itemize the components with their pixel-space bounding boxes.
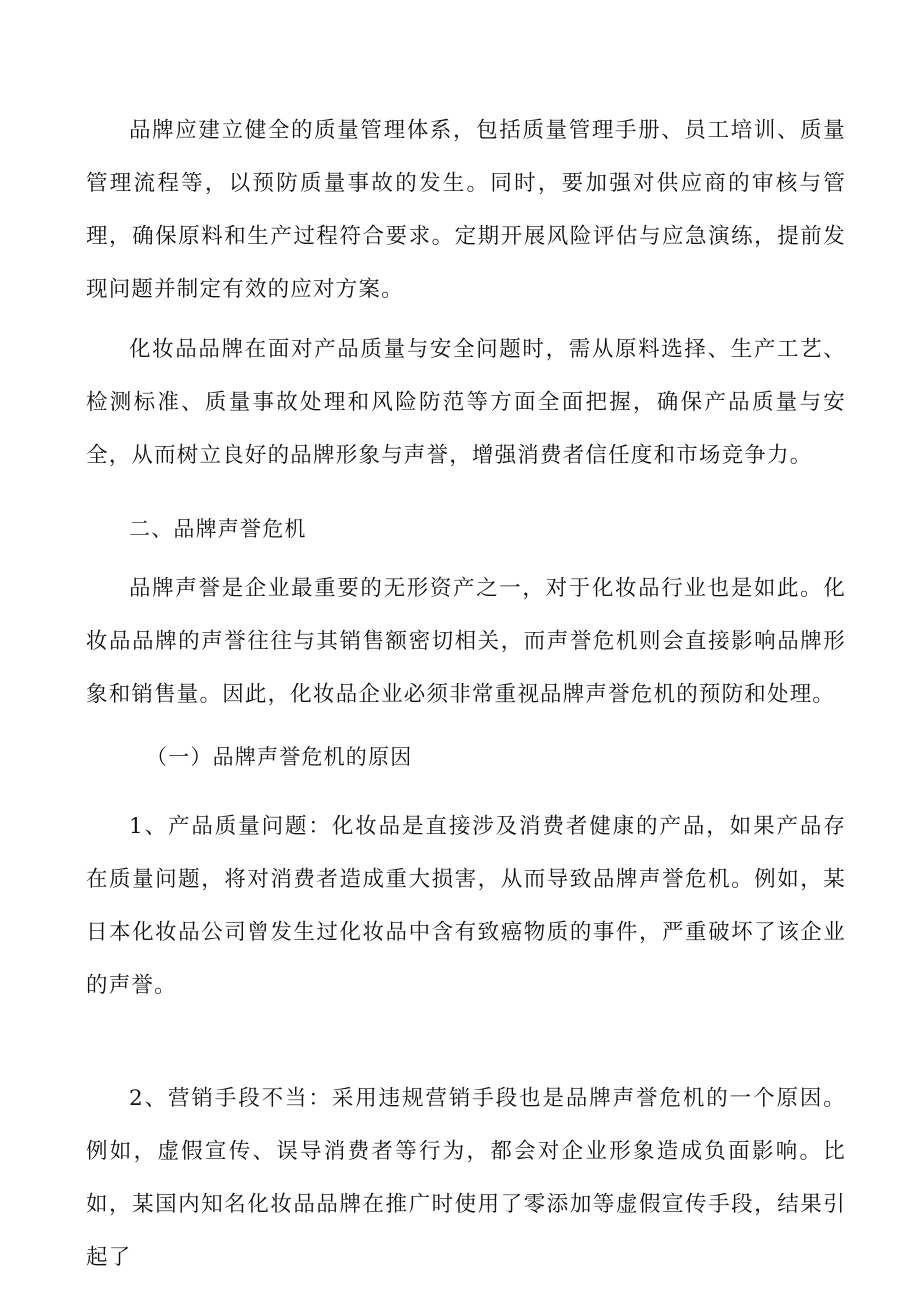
paragraph-quality-system: 品牌应建立健全的质量管理体系，包括质量管理手册、员工培训、质量管理流程等，以预防质量事故的发生。同时，要加强对供应商的审核与管理，确保原料和生产过程符合要求。定期开展风险评估与应急演练，提前发现问题并制定有效的应对方案。	[86, 118, 846, 302]
subsection-heading-crisis-causes: （一）品牌声誉危机的原因	[146, 745, 413, 769]
paragraph-reputation-intro: 品牌声誉是企业最重要的无形资产之一，对于化妆品行业也是如此。化妆品品牌的声誉往往与其销售额密切相关，而声誉危机则会直接影响品牌形象和销售量。因此，化妆品企业必须非常重视品牌声誉危机的预防和处理。	[86, 576, 846, 707]
paragraph-cause-marketing: 2、营销手段不当：采用违规营销手段也是品牌声誉危机的一个原因。例如，虚假宣传、误导消费者等行为，都会对企业形象造成负面影响。比如，某国内知名化妆品品牌在推广时使用了零添加等虚假宣传手段，结果引起了	[86, 1086, 846, 1270]
paragraph-cause-product-quality: 1、产品质量问题：化妆品是直接涉及消费者健康的产品，如果产品存在质量问题，将对消费者造成重大损害，从而导致品牌声誉危机。例如，某日本化妆品公司曾发生过化妆品中含有致癌物质的事件，严重破坏了该企业的声誉。	[86, 814, 846, 998]
section-heading-reputation-crisis: 二、品牌声誉危机	[129, 517, 307, 541]
paragraph-quality-summary: 化妆品品牌在面对产品质量与安全问题时，需从原料选择、生产工艺、检测标准、质量事故处理和风险防范等方面全面把握，确保产品质量与安全，从而树立良好的品牌形象与声誉，增强消费者信任度和市场竞争力。	[86, 337, 846, 468]
